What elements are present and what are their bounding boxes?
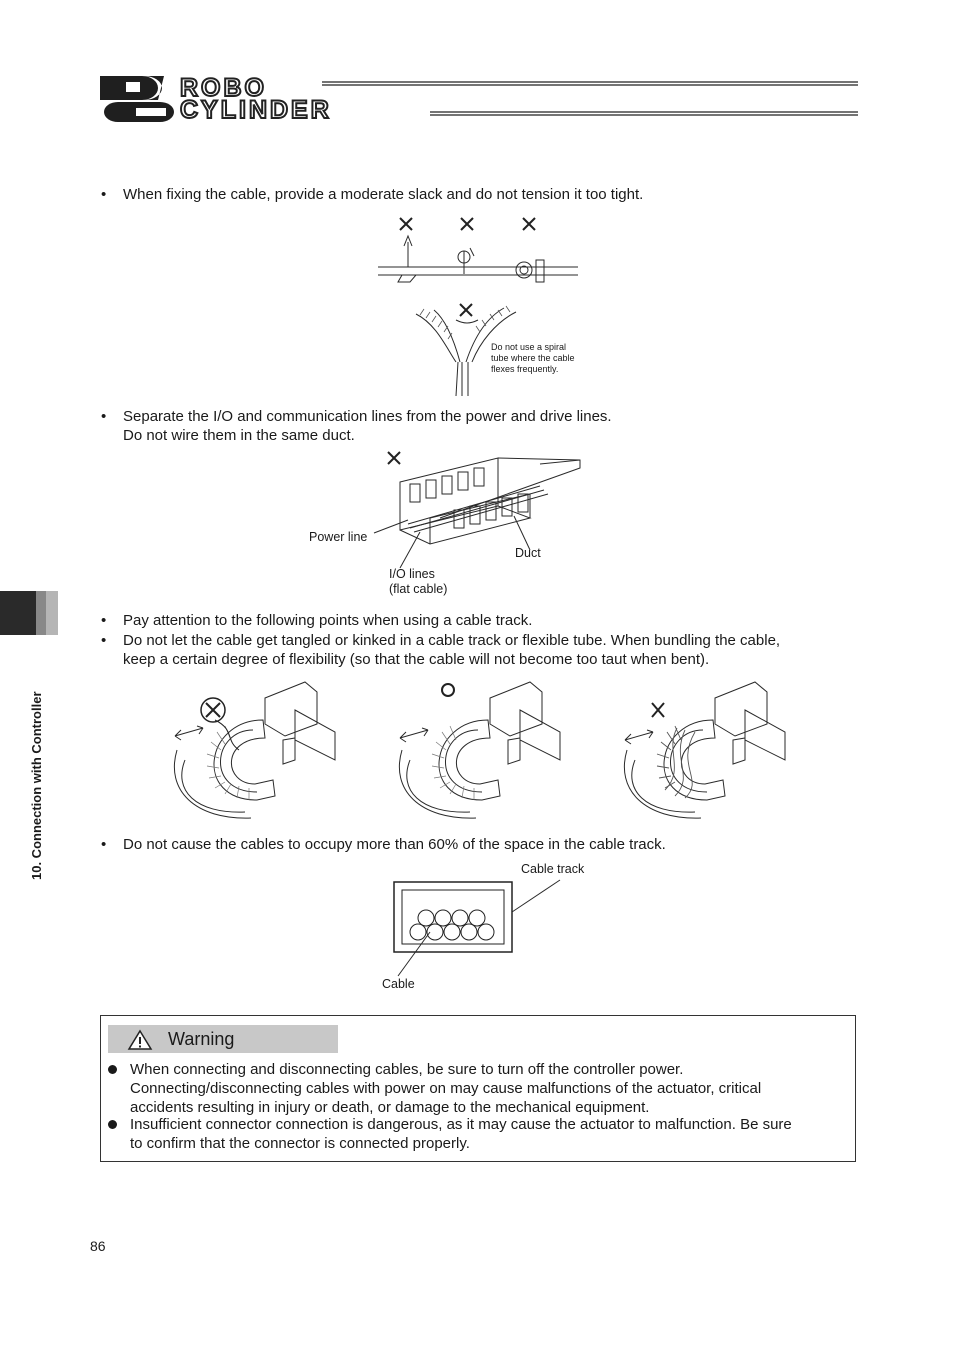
cable-track-figure-bad-2 — [615, 680, 795, 820]
bullet-separate-lines — [101, 407, 612, 445]
side-tab-bar — [0, 591, 36, 635]
cable-track-cross-section — [380, 876, 600, 986]
label-io-lines — [389, 567, 447, 597]
bullet-60-percent — [101, 835, 666, 854]
bullet-dot: • — [101, 408, 107, 425]
io-lines-line: (flat cable) — [389, 582, 448, 596]
io-lines-line: I/O lines — [389, 567, 435, 581]
bullet-tangled — [101, 631, 781, 669]
bullet-text: Pay attention to the following points when using a cable track. — [123, 612, 533, 629]
header-rule-top — [322, 81, 858, 87]
logo-text-robo: ROBO — [180, 74, 267, 102]
bullet-text: Do not cause the cables to occupy more than 60% of the space in the cable track. — [123, 836, 666, 853]
cable-track-figure-good — [390, 680, 570, 820]
side-tab-bar-gray — [36, 591, 46, 635]
warning-text: When connecting and disconnecting cables, be sure to turn off the controller power. — [130, 1061, 684, 1078]
cable-track-figure-bad-1 — [165, 680, 345, 820]
side-tab-label: 10. Connection with Controller — [29, 691, 44, 880]
warning-item-connector — [130, 1115, 845, 1153]
bullet-text: Do not wire them in the same duct. — [123, 427, 355, 444]
duct-figure — [380, 448, 585, 548]
spiral-tube-note — [491, 342, 575, 375]
bullet-text: Separate the I/O and communication lines from the power and drive lines. — [123, 408, 612, 425]
bullet-slack — [101, 185, 644, 204]
label-power-line: Power line — [309, 530, 368, 544]
bullet-dot: • — [101, 612, 107, 629]
bullet-cable-track — [101, 611, 533, 630]
rc-logo-icon — [96, 72, 176, 126]
warning-text: accidents resulting in injury or death, or damage to the mechanical equipment. — [130, 1099, 650, 1116]
side-tab-bar-light — [46, 591, 58, 635]
label-cable: Cable — [382, 977, 415, 991]
warning-text: to confirm that the connector is connected properly. — [130, 1135, 470, 1152]
bullet-dot: • — [101, 186, 107, 203]
warning-text: Insufficient connector connection is dangerous, as it may cause the actuator to malfunction. Be sure — [130, 1116, 792, 1133]
warning-text: Connecting/disconnecting cables with power on may cause malfunctions of the actuator, critical — [130, 1080, 762, 1097]
bullet-dot: • — [101, 632, 107, 649]
logo-text-cylinder: CYLINDER — [180, 96, 332, 124]
label-duct: Duct — [515, 546, 541, 560]
warning-triangle-icon — [128, 1030, 152, 1050]
bullet-dot: • — [101, 836, 107, 853]
warning-title: Warning — [168, 1029, 235, 1049]
warning-item-power — [130, 1060, 845, 1117]
warning-bullet-dot — [108, 1120, 117, 1129]
warning-bullet-dot — [108, 1065, 117, 1074]
header-rule-bottom — [430, 111, 858, 117]
spiral-note-line: tube where the cable — [491, 353, 575, 363]
spiral-note-line: Do not use a spiral — [491, 342, 567, 352]
spiral-note-line: flexes frequently. — [491, 364, 559, 374]
bullet-text: keep a certain degree of flexibility (so that the cable will not become too taut when bent). — [123, 651, 710, 668]
page-number: 86 — [90, 1238, 106, 1254]
label-cable-track: Cable track — [521, 862, 585, 876]
bullet-text: When fixing the cable, provide a moderate slack and do not tension it too tight. — [123, 186, 644, 203]
bullet-text: Do not let the cable get tangled or kinked in a cable track or flexible tube. When bundling the cable, — [123, 632, 781, 649]
warning-header — [108, 1025, 338, 1053]
